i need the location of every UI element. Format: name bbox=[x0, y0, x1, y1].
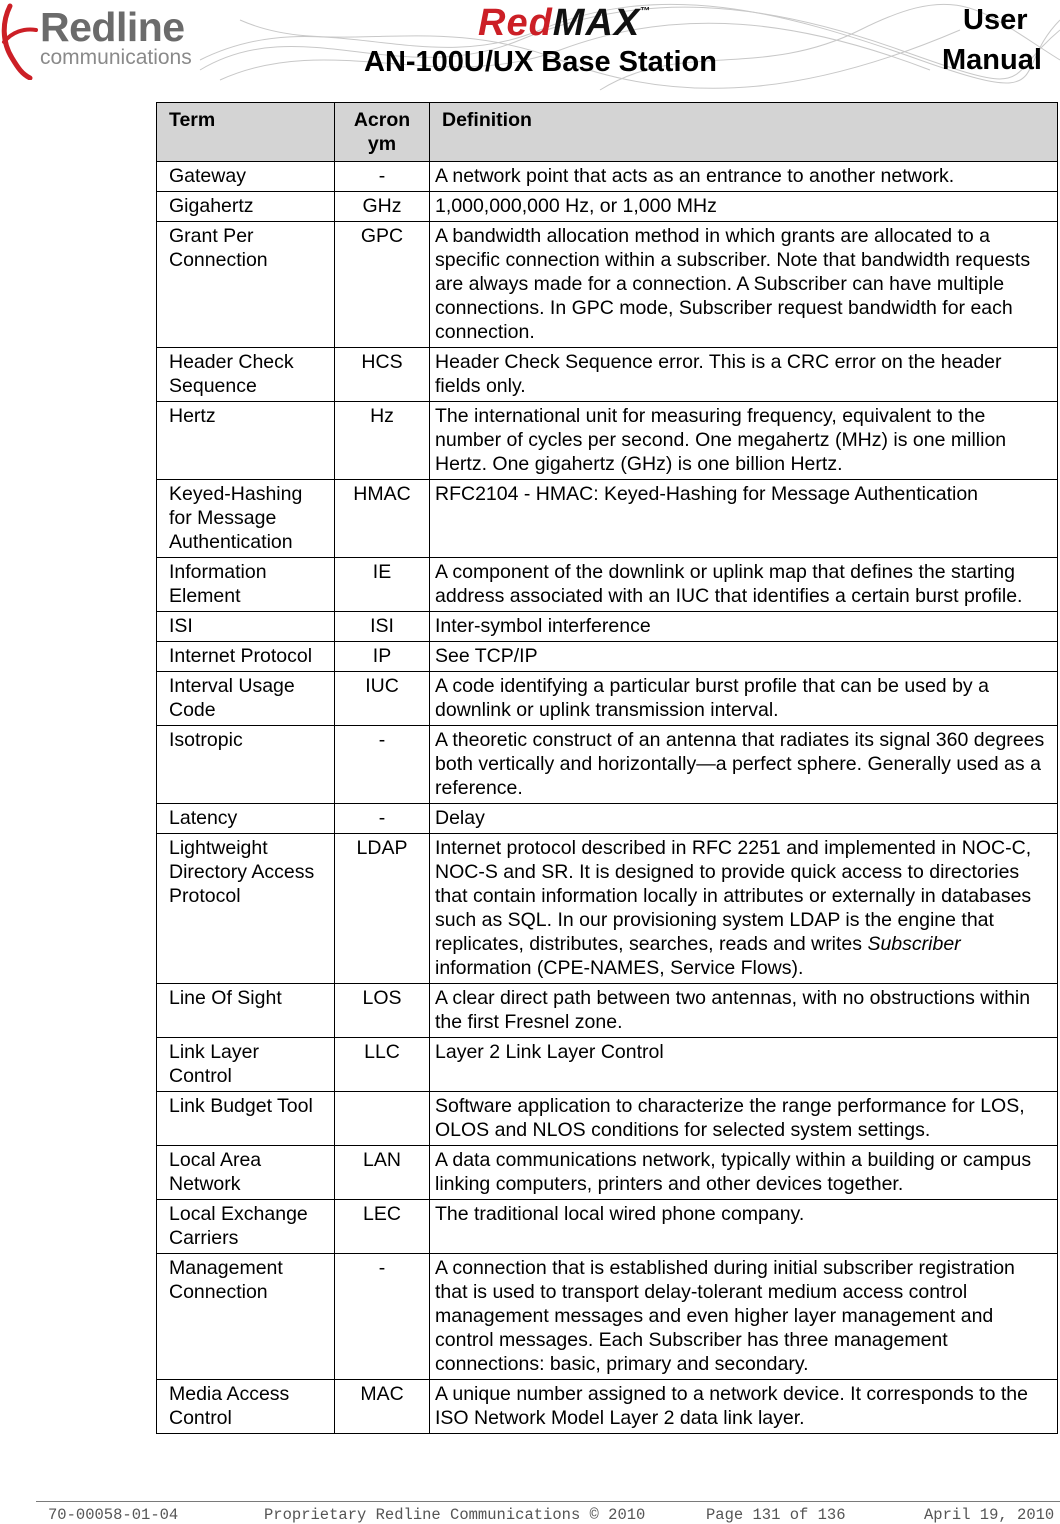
definition-cell bbox=[430, 834, 1058, 984]
table-row bbox=[157, 1146, 1058, 1200]
acronym-cell: GPC bbox=[335, 222, 430, 348]
acronym-cell: LEC bbox=[335, 1200, 430, 1254]
product-title: AN-100U/UX Base Station bbox=[364, 46, 717, 78]
acronym-cell: - bbox=[335, 726, 430, 804]
acronym-cell: LDAP bbox=[335, 834, 430, 984]
term-cell: ISI bbox=[157, 612, 335, 642]
definition-cell: A clear direct path between two antennas, with no obstructions within the first Fresnel zone. bbox=[430, 984, 1058, 1038]
acronym-cell: IP bbox=[335, 642, 430, 672]
footer-date: April 19, 2010 bbox=[924, 1506, 1055, 1524]
table-row bbox=[157, 192, 1058, 222]
definition-text: Internet protocol described in RFC 2251 and implemented in NOC-C, NOC-S and SR. It is designed to provide quick access to directories that contain information locally in attributes or externally in databases such as SQL. In our provisioning system LDAP is the engine that replicates, distributes, searches, reads and writes bbox=[435, 837, 1032, 955]
acronym-cell: IUC bbox=[335, 672, 430, 726]
term-cell: Management Connection bbox=[157, 1254, 335, 1380]
term-cell: Latency bbox=[157, 804, 335, 834]
term-cell: Grant Per Connection bbox=[157, 222, 335, 348]
term-cell: Lightweight Directory Access Protocol bbox=[157, 834, 335, 984]
definition-cell: A theoretic construct of an antenna that radiates its signal 360 degrees both vertically and horizontally—a perfect sphere. Generally used as a reference. bbox=[430, 726, 1058, 804]
brand-red-part: Red bbox=[478, 2, 553, 44]
manual-label-line1: User bbox=[963, 4, 1028, 36]
footer-divider bbox=[36, 1501, 1060, 1502]
definition-cell: A unique number assigned to a network device. It corresponds to the ISO Network Model Layer 2 data link layer. bbox=[430, 1380, 1058, 1434]
table-row bbox=[157, 348, 1058, 402]
definition-cell: Software application to characterize the range performance for LOS, OLOS and NLOS conditions for selected system settings. bbox=[430, 1092, 1058, 1146]
brand-max-part: MAX bbox=[552, 2, 641, 44]
definition-cell: 1,000,000,000 Hz, or 1,000 MHz bbox=[430, 192, 1058, 222]
acronym-cell: - bbox=[335, 162, 430, 192]
table-row bbox=[157, 162, 1058, 192]
definition-cell: A network point that acts as an entrance to another network. bbox=[430, 162, 1058, 192]
acronym-cell bbox=[335, 1092, 430, 1146]
table-row bbox=[157, 1038, 1058, 1092]
term-cell: Information Element bbox=[157, 558, 335, 612]
definition-text: information (CPE-NAMES, Service Flows). bbox=[435, 957, 804, 979]
table-header-row bbox=[157, 103, 1058, 162]
company-subtitle: communications bbox=[40, 46, 192, 69]
definition-cell: See TCP/IP bbox=[430, 642, 1058, 672]
acronym-cell: LAN bbox=[335, 1146, 430, 1200]
table-row bbox=[157, 480, 1058, 558]
acronym-cell: ISI bbox=[335, 612, 430, 642]
redline-logo bbox=[0, 2, 205, 82]
term-cell: Header Check Sequence bbox=[157, 348, 335, 402]
definition-cell: A component of the downlink or uplink map that defines the starting address associated with an IUC that identifies a certain burst profile. bbox=[430, 558, 1058, 612]
acronym-cell: - bbox=[335, 1254, 430, 1380]
term-cell: Isotropic bbox=[157, 726, 335, 804]
acronym-cell: LOS bbox=[335, 984, 430, 1038]
trademark-symbol: ™ bbox=[640, 6, 652, 17]
table-row bbox=[157, 834, 1058, 984]
term-cell: Line Of Sight bbox=[157, 984, 335, 1038]
manual-label-line2: Manual bbox=[942, 44, 1042, 76]
term-cell: Link Budget Tool bbox=[157, 1092, 335, 1146]
table-row bbox=[157, 672, 1058, 726]
table-row bbox=[157, 804, 1058, 834]
acronym-cell: LLC bbox=[335, 1038, 430, 1092]
definition-cell: A data communications network, typically within a building or campus linking computers, printers and other devices together. bbox=[430, 1146, 1058, 1200]
table-row bbox=[157, 984, 1058, 1038]
definition-cell: A connection that is established during initial subscriber registration that is used to transport delay-tolerant medium access control management messages and even higher layer management and control messages. Each Subscriber has three management connections: basic, primary and secondary. bbox=[430, 1254, 1058, 1380]
definition-cell: The traditional local wired phone company. bbox=[430, 1200, 1058, 1254]
table-row bbox=[157, 558, 1058, 612]
acronym-cell: HCS bbox=[335, 348, 430, 402]
definition-cell: Header Check Sequence error. This is a CRC error on the header fields only. bbox=[430, 348, 1058, 402]
table-row bbox=[157, 222, 1058, 348]
term-cell: Link Layer Control bbox=[157, 1038, 335, 1092]
redmax-brand bbox=[478, 2, 651, 45]
table-row bbox=[157, 1380, 1058, 1434]
table-row bbox=[157, 1200, 1058, 1254]
term-cell: Internet Protocol bbox=[157, 642, 335, 672]
term-cell: Interval Usage Code bbox=[157, 672, 335, 726]
company-name: Redline bbox=[40, 4, 185, 50]
table-row bbox=[157, 726, 1058, 804]
column-header-term: Term bbox=[157, 103, 335, 162]
acronym-cell: HMAC bbox=[335, 480, 430, 558]
definition-emphasis: Subscriber bbox=[867, 933, 961, 955]
definition-cell: Inter-symbol interference bbox=[430, 612, 1058, 642]
acronym-cell: IE bbox=[335, 558, 430, 612]
table-row bbox=[157, 1254, 1058, 1380]
column-header-acronym: Acron ym bbox=[335, 103, 430, 162]
term-cell: Gateway bbox=[157, 162, 335, 192]
definition-cell: Delay bbox=[430, 804, 1058, 834]
footer-page-number: Page 131 of 136 bbox=[706, 1506, 846, 1524]
term-cell: Keyed-Hashing for Message Authentication bbox=[157, 480, 335, 558]
column-header-definition: Definition bbox=[430, 103, 1058, 162]
page-header bbox=[0, 0, 1060, 96]
definition-cell: RFC2104 - HMAC: Keyed-Hashing for Message Authentication bbox=[430, 480, 1058, 558]
acronym-cell: - bbox=[335, 804, 430, 834]
term-cell: Hertz bbox=[157, 402, 335, 480]
redline-swoosh-icon bbox=[0, 2, 40, 80]
definition-cell: A code identifying a particular burst profile that can be used by a downlink or uplink transmission interval. bbox=[430, 672, 1058, 726]
footer-doc-number: 70-00058-01-04 bbox=[48, 1506, 179, 1524]
definition-cell: The international unit for measuring frequency, equivalent to the number of cycles per second. One megahertz (MHz) is one million Hertz. One gigahertz (GHz) is one billion Hertz. bbox=[430, 402, 1058, 480]
acronym-cell: MAC bbox=[335, 1380, 430, 1434]
term-cell: Gigahertz bbox=[157, 192, 335, 222]
acronym-cell: Hz bbox=[335, 402, 430, 480]
definition-cell: A bandwidth allocation method in which grants are allocated to a specific connection within a subscriber. Note that bandwidth requests are always made for a connection. A Subscriber can have multiple connections. In GPC mode, Subscriber request bandwidth for each connection. bbox=[430, 222, 1058, 348]
term-cell: Media Access Control bbox=[157, 1380, 335, 1434]
table-row bbox=[157, 642, 1058, 672]
table-row bbox=[157, 612, 1058, 642]
table-row bbox=[157, 402, 1058, 480]
term-cell: Local Exchange Carriers bbox=[157, 1200, 335, 1254]
footer-copyright: Proprietary Redline Communications © 2010 bbox=[264, 1506, 646, 1524]
glossary-table bbox=[156, 102, 1058, 1434]
definition-cell: Layer 2 Link Layer Control bbox=[430, 1038, 1058, 1092]
table-row bbox=[157, 1092, 1058, 1146]
term-cell: Local Area Network bbox=[157, 1146, 335, 1200]
acronym-cell: GHz bbox=[335, 192, 430, 222]
